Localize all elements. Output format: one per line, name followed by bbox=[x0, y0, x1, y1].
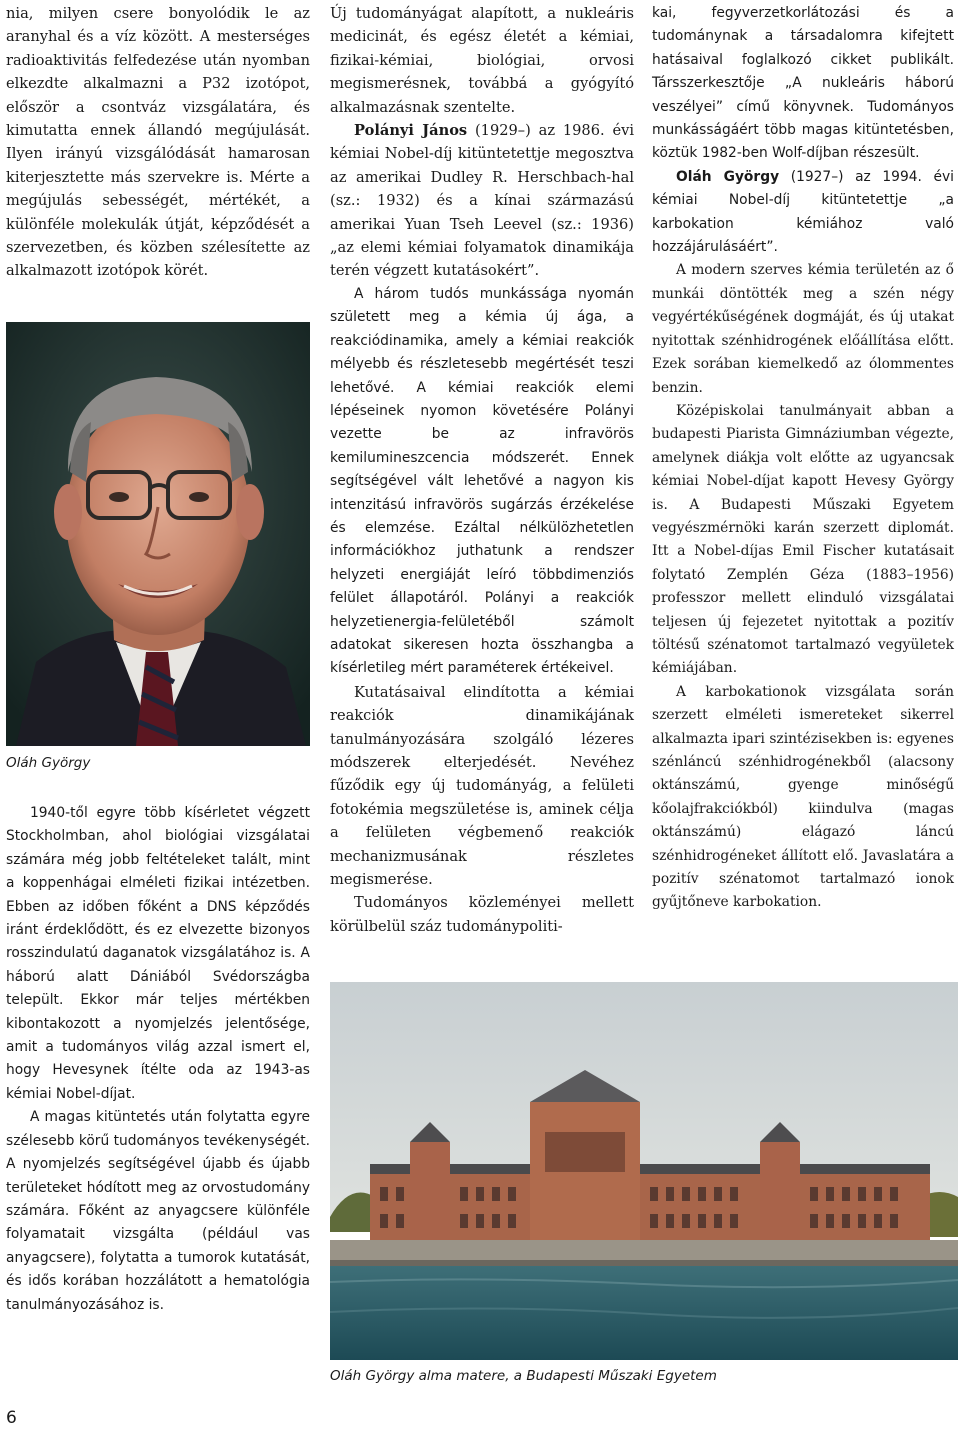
column-2 bbox=[330, 2, 634, 938]
building-photo bbox=[330, 982, 958, 1360]
person-name: Oláh György bbox=[676, 168, 780, 185]
paragraph bbox=[652, 166, 954, 260]
paragraph bbox=[330, 119, 634, 283]
paragraph-text: (1929–) az 1986. évi kémiai Nobel-díj kitüntetettje megosztva az amerikai Dudley R. Herschbach-hal (sz.: 1932) és a kínai származású amerikai Yuan Tseh Leevel (sz.: 1936) „az elemi kémiai folyamatok dinamikája terén végzett kutatásokért”. bbox=[330, 122, 634, 280]
person-name: Polányi János bbox=[354, 122, 468, 140]
column-3 bbox=[652, 2, 954, 915]
paragraph: Középiskolai tanulmányait abban a budapesti Piarista Gimnáziumban végezte, amelynek diákja volt előtte az ugyancsak kémiai Nobel-díjat kapott Hevesy György is. A Budapesti Műszaki Egyetem vegyészmérnöki karán szerzett diplomát. Itt a Nobel-díjas Emil Fischer kutatásait folytató Zemplén Géza (1883–1956) professzor mellett elinduló vizsgálatai teljesen új fejezetet nyitottak a pozitív töltésű szénatomot tartalmazó vegyületek kémiájában. bbox=[652, 402, 954, 677]
paragraph-text: (1927–) az 1994. évi kémiai Nobel-díj kitüntetettje „a karbokation kémiához való hozzájárulásáért”. bbox=[652, 168, 954, 256]
paragraph: Új tudományágat alapított, a nukleáris medicinát, és egész életét a kémiai, fizikai-kémiai, biológiai, orvosi megismerésnek, továbbá a gyógyító alkalmazásnak szentelte. bbox=[330, 5, 634, 116]
paragraph: A modern szerves kémia területén az ő munkái döntötték meg a szén négy vegyértékűségének dogmáját, és új utakat nyitottak szénhidrogének előállítása előtt. Ezek sorában kiemelkedő az ólommentes benzin. bbox=[652, 262, 954, 396]
portrait-illustration bbox=[6, 322, 310, 746]
paragraph: A három tudós munkássága nyomán született meg a kémia új ága, a reakciódinamika, amely a kémiai reakciók mélyebb és részletesebb megértését teszi lehetővé. A kémiai reakciók elemi lépéseinek nyomon követésére Polányi vezette be az infravörös kemilumineszcencia módszerét. Ennek segítségével vált lehetővé a nagyon kis intenzitású infravörös sugárzás érzékelése és elemzése. Ezáltal nélkülözhetetlen információkhoz juthatunk a rendszer helyzeti energiáját leíró többdimenziós felület állapotáról. Polányi a reakciók helyzetienergia-felületéből számolt adatokat sikeresen hozta összhangba a kísérletileg mért paraméterek értékeivel. bbox=[330, 285, 634, 677]
paragraph: nia, milyen csere bonyolódik le az aranyhal és a víz között. A mesterséges radioaktivitás felfedezése után nyomban elkezdte alkalmazni a P32 izotópot, először a csontváz vizsgálatára, és kimutatta ennek állandó megújulását. Ilyen irányú vizsgálódását hamarosan kiterjesztette más szervekre is. Mérte a megújulás sebességét, mértékét, a különféle molekulák útját, képződését a szervezetben, és közben szélesítette az alkalmazott izotópok körét. bbox=[6, 5, 310, 280]
portrait-photo bbox=[6, 322, 310, 746]
column-1-top bbox=[6, 2, 310, 283]
paragraph: Kutatásaival elindította a kémiai reakciók dinamikájának tanulmányozására szolgáló lézeres módszerek elterjedését. Nevéhez fűződik egy új tudományág, a felületi fotokémia megszületése is, aminek célja a felületen végbemenő reakciók mechanizmusának részletes megismerése. bbox=[330, 683, 634, 889]
paragraph: Tudományos közleményei mellett körülbelül száz tudománypoliti- bbox=[330, 894, 634, 935]
paragraph: kai, fegyverzetkorlátozási és a tudománynak a társadalomra kifejtett hatásaival foglalkozó cikket publikált. Társszerkesztője „A nukleáris háború veszélyei” című könyvnek. Tudományos munkásságáért több magas kitüntetésben, köztük 1982-ben Wolf-díjban részesült. bbox=[652, 5, 954, 162]
portrait-caption: Oláh György bbox=[6, 755, 91, 771]
paragraph: A magas kitüntetés után folytatta egyre szélesebb körű tudományos tevékenységét. A nyomjelzés segítségével újabb és újabb területeket hódított meg az orvostudomány számára. Főként az anyagcsere különféle folyamatait vizsgálta (például vas anyagcsere), folytatta a tumorok kutatását, és idős korában hozzálátott a hematológia tanulmányozásához is. bbox=[6, 1109, 310, 1313]
page-number: 6 bbox=[6, 1408, 17, 1428]
paragraph: A karbokationok vizsgálata során szerzett elméleti ismereteket sikerrel alkalmazta ipari szintézisekben is: egyenes szénláncú szénhidrogénekből (alacsony oktánszámú, gyenge minőségű kőolajfrakciókból) kiindulva (magas oktánszámú) elágazó láncú szénhidrogéneket állított elő. Javaslatára a pozitív szénatomot tartalmazó ionok gyűjtőneve karbokation. bbox=[652, 683, 954, 911]
column-1-bottom bbox=[6, 802, 310, 1317]
building-caption: Oláh György alma matere, a Budapesti Műszaki Egyetem bbox=[330, 1368, 717, 1384]
building-illustration bbox=[330, 982, 958, 1360]
paragraph: 1940-től egyre több kísérletet végzett Stockholmban, ahol biológiai vizsgálatai számára még jobb feltételeket talált, mint a koppenhágai elméleti fizikai intézetben. Ebben az időben főként a DNS képződés iránt érdeklődött, és ez elvezette bizonyos rosszindulatú daganatok vizsgálatához is. A háború alatt Dániából Svédországba települt. Ekkor már teljes mértékben kibontakozott a nyomjelzés jelentősége, amit a tudományos világ azzal ismert el, hogy Hevesynek ítélte oda az 1943-as kémiai Nobel-díjat. bbox=[6, 805, 310, 1102]
